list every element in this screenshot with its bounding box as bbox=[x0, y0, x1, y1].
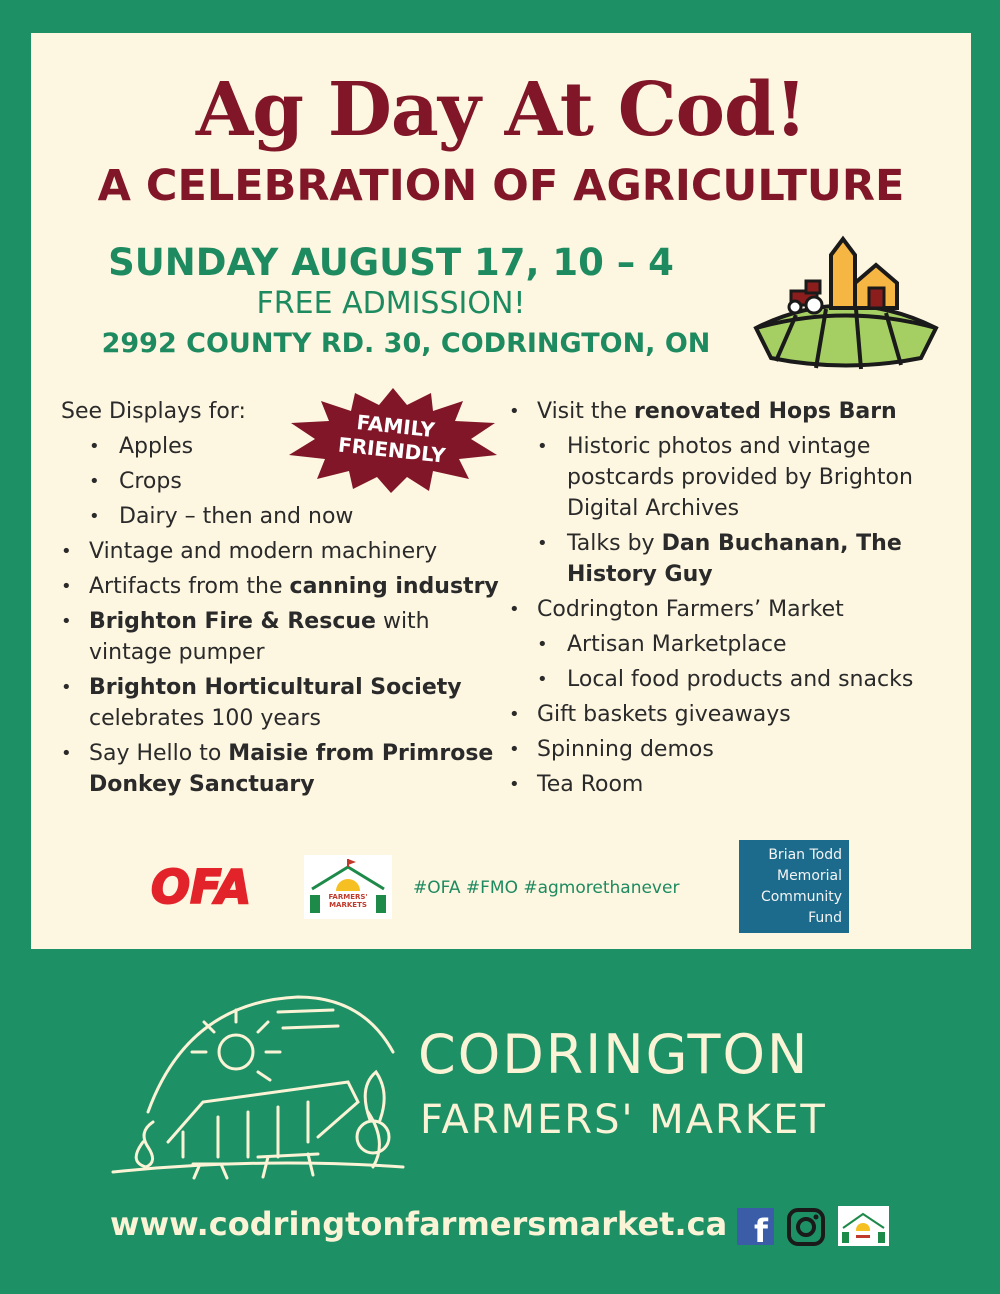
svg-text:f: f bbox=[754, 1212, 768, 1245]
poster-title: Ag Day At Cod! bbox=[195, 67, 807, 153]
admission-text: FREE ADMISSION! bbox=[256, 286, 526, 321]
instagram-icon[interactable] bbox=[787, 1208, 825, 1246]
list-item: • Codrington Farmers’ Market bbox=[509, 594, 959, 625]
right-column bbox=[509, 396, 959, 804]
list-item: • Brighton Horticultural Society celebrates 100 years bbox=[61, 672, 511, 734]
list-item: • Dairy – then and now bbox=[61, 501, 511, 532]
list-item: • Artifacts from the canning industry bbox=[61, 571, 511, 602]
farmers-markets-ontario-logo bbox=[304, 855, 392, 919]
event-date: SUNDAY AUGUST 17, 10 – 4 bbox=[108, 241, 674, 284]
list-item: • Talks by Dan Buchanan, The History Guy bbox=[509, 528, 959, 590]
market-name-line-1: CODRINGTON bbox=[418, 1023, 810, 1086]
ofa-logo-text: OFA bbox=[151, 860, 252, 914]
list-item: • Visit the renovated Hops Barn bbox=[509, 396, 959, 427]
list-item: • Spinning demos bbox=[509, 734, 959, 765]
svg-text:MARKETS: MARKETS bbox=[329, 901, 367, 909]
list-item: • Gift baskets giveaways bbox=[509, 699, 959, 730]
poster-subtitle: A CELEBRATION OF AGRICULTURE bbox=[97, 161, 905, 211]
list-item: • Tea Room bbox=[509, 769, 959, 800]
list-item: • Apples bbox=[61, 431, 511, 462]
list-item: • Artisan Marketplace bbox=[509, 629, 959, 660]
website-link[interactable]: www.codringtonfarmersmarket.ca bbox=[110, 1205, 728, 1243]
displays-intro: See Displays for: bbox=[61, 399, 246, 424]
market-barn-logo-icon bbox=[108, 992, 408, 1182]
badge-line-1: FAMILY bbox=[355, 410, 436, 443]
list-item: • Brighton Fire & Rescue with vintage pumper bbox=[61, 606, 511, 668]
list-item: • Crops bbox=[61, 466, 511, 497]
hashtags: #OFA #FMO #agmorethanever bbox=[413, 878, 680, 898]
event-address: 2992 COUNTY RD. 30, CODRINGTON, ON bbox=[101, 328, 711, 359]
market-name-line-2: FARMERS' MARKET bbox=[420, 1097, 827, 1143]
facebook-icon[interactable] bbox=[737, 1208, 774, 1245]
poster-card bbox=[31, 33, 971, 949]
family-friendly-badge bbox=[283, 385, 503, 495]
badge-line-2: FRIENDLY bbox=[336, 432, 447, 468]
svg-text:FARMERS': FARMERS' bbox=[328, 893, 368, 901]
farm-illustration-icon bbox=[751, 223, 941, 373]
list-item: • Local food products and snacks bbox=[509, 664, 959, 695]
list-item: • Say Hello to Maisie from Primrose Donkey Sanctuary bbox=[61, 738, 511, 800]
brian-todd-fund-logo: Brian Todd Memorial Community Fund bbox=[739, 840, 849, 933]
list-item: • Historic photos and vintage postcards provided by Brighton Digital Archives bbox=[509, 431, 959, 524]
list-item: • Vintage and modern machinery bbox=[61, 536, 511, 567]
ofa-logo bbox=[149, 855, 279, 915]
farmers-markets-ontario-small-logo[interactable] bbox=[838, 1206, 889, 1246]
